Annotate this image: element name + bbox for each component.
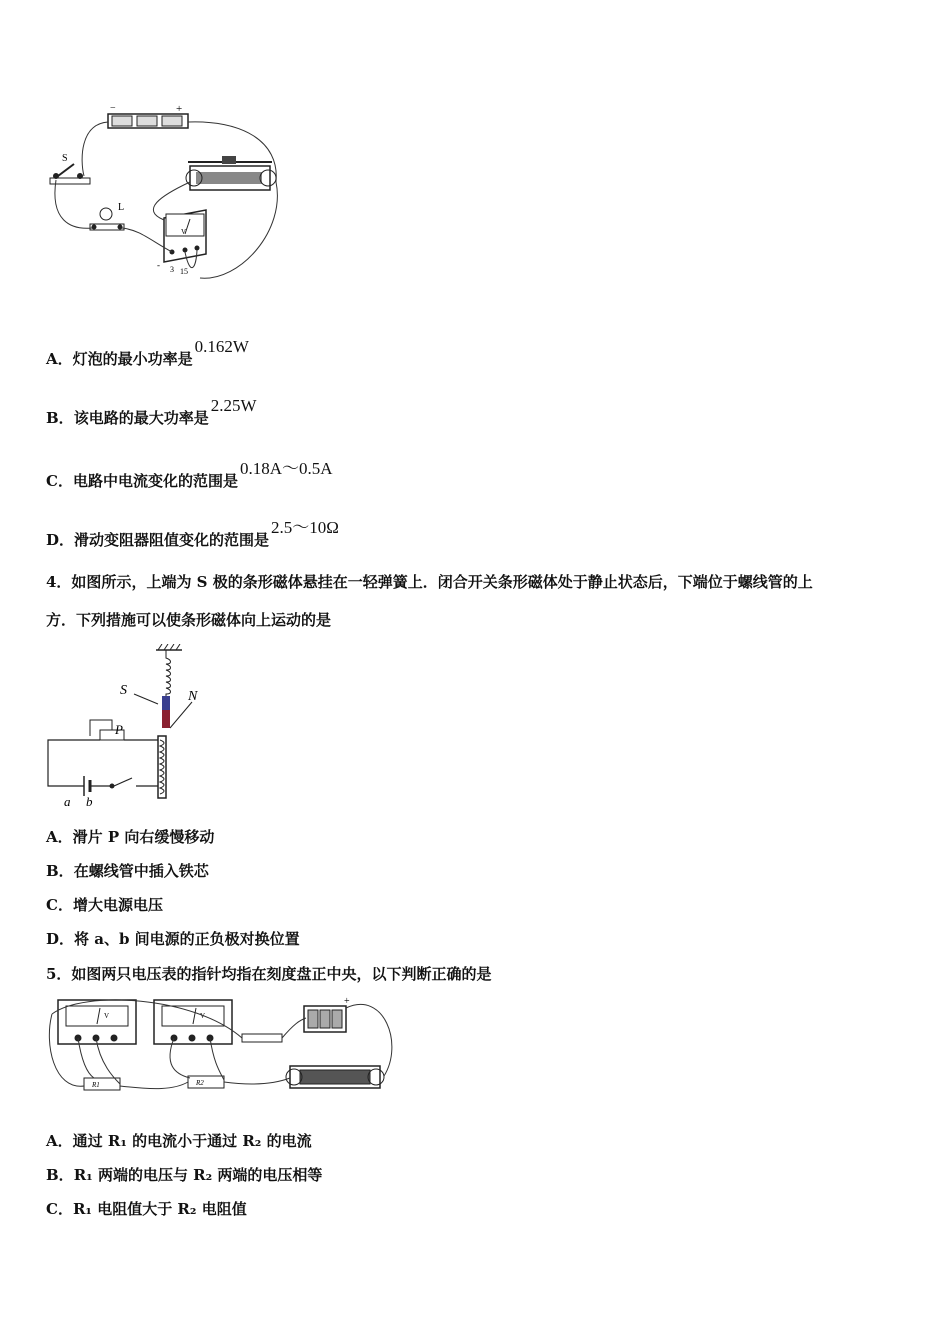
slider-p-label: P <box>115 722 123 737</box>
q4-option-a <box>46 826 214 847</box>
q4-stem-line2: 方．下列措施可以使条形磁体向上运动的是 <box>46 611 332 629</box>
option-value: 0.18A～0.5A <box>239 459 333 478</box>
option-text: R₁ 电阻值大于 R₂ 电阻值 <box>72 1200 247 1218</box>
battery-plus-label: + <box>344 996 350 1007</box>
switch-icon <box>242 1034 282 1042</box>
terminal-a-label: a <box>64 794 71 809</box>
lamp-label: L <box>118 202 125 213</box>
q5-option-b <box>46 1164 322 1185</box>
voltmeter-1-label: V <box>104 1012 110 1020</box>
q4-option-c <box>46 894 163 915</box>
option-letter: A． <box>46 350 73 368</box>
option-text: 将 a、b 间电源的正负极对换位置 <box>74 930 300 948</box>
terminal-minus-label: - <box>157 260 160 270</box>
option-letter: B． <box>46 862 74 880</box>
s-arrow-icon <box>134 694 158 704</box>
battery-minus-label: − <box>110 103 116 114</box>
option-letter: C． <box>46 896 73 914</box>
switch-label: S <box>62 153 68 164</box>
wires <box>48 740 158 786</box>
rheostat-icon <box>286 1066 384 1088</box>
q4-stem-line1: 4．如图所示，上端为 S 极的条形磁体悬挂在一轻弹簧上．闭合开关条形磁体处于静止状态后，下端位于螺线管的上 <box>46 573 813 591</box>
option-letter: D． <box>46 930 75 948</box>
option-letter: B． <box>46 409 74 427</box>
battery-icon <box>108 114 188 128</box>
q4-option-d <box>46 928 300 949</box>
option-letter: C． <box>46 1200 73 1218</box>
q3-option-c <box>46 459 333 491</box>
spring-icon <box>156 644 182 700</box>
q5-option-c <box>46 1198 247 1219</box>
option-text: 该电路的最大功率是 <box>73 409 209 427</box>
option-value: 0.162W <box>194 337 249 356</box>
resistor-r2-icon <box>188 1076 224 1088</box>
terminal-b-label: b <box>86 794 93 809</box>
option-letter: A． <box>46 828 73 846</box>
option-value: 2.5～10Ω <box>271 518 339 537</box>
solenoid-icon <box>158 736 166 798</box>
battery-icon <box>304 1006 346 1032</box>
option-letter: C． <box>46 472 73 490</box>
terminal-3-label: 3 <box>170 265 174 274</box>
terminal-15-label: 15 <box>180 267 188 276</box>
q5-stem: 5．如图两只电压表的指针均指在刻度盘正中央，以下判断正确的是 <box>46 965 492 983</box>
q3-option-d <box>46 518 339 550</box>
resistor-r1-label: R1 <box>92 1081 100 1089</box>
option-text: 通过 R₁ 的电流小于通过 R₂ 的电流 <box>72 1132 312 1150</box>
magnet-n-label: N <box>188 689 198 704</box>
q5-option-a <box>46 1130 312 1151</box>
bar-magnet-n-half <box>162 710 170 728</box>
bar-magnet-s-half <box>162 696 170 710</box>
voltmeter-label: V <box>181 228 187 236</box>
rheostat-icon <box>186 156 276 190</box>
option-text: 增大电源电压 <box>72 896 163 914</box>
option-text: 滑动变阻器阻值变化的范围是 <box>74 531 270 549</box>
option-text: 电路中电流变化的范围是 <box>72 472 238 490</box>
voltmeter-2-icon <box>154 1000 232 1044</box>
option-letter: D． <box>46 531 75 549</box>
option-value: 2.25W <box>210 396 257 415</box>
option-letter: A． <box>46 1132 73 1150</box>
q3-option-b <box>46 396 257 428</box>
option-letter: B． <box>46 1166 74 1184</box>
voltmeter-2-label: V <box>200 1012 206 1020</box>
option-text: 灯泡的最小功率是 <box>72 350 193 368</box>
q3-option-a <box>46 337 249 369</box>
option-text: 滑片 P 向右缓慢移动 <box>72 828 215 846</box>
resistor-r2-label: R2 <box>196 1079 204 1087</box>
option-text: R₁ 两端的电压与 R₂ 两端的电压相等 <box>73 1166 323 1184</box>
circuit-figure-1 <box>40 100 290 290</box>
switch-contact <box>110 784 115 789</box>
circuit-figure-4 <box>44 644 214 812</box>
battery-plus-label: + <box>176 103 183 115</box>
option-text: 在螺线管中插入铁芯 <box>73 862 209 880</box>
voltmeter-1-icon <box>58 1000 136 1044</box>
magnet-s-label: S <box>120 683 127 698</box>
circuit-figure-5 <box>44 994 394 1100</box>
resistor-r1-icon <box>84 1078 120 1090</box>
n-arrow-icon <box>170 702 192 728</box>
q4-option-b <box>46 860 209 881</box>
